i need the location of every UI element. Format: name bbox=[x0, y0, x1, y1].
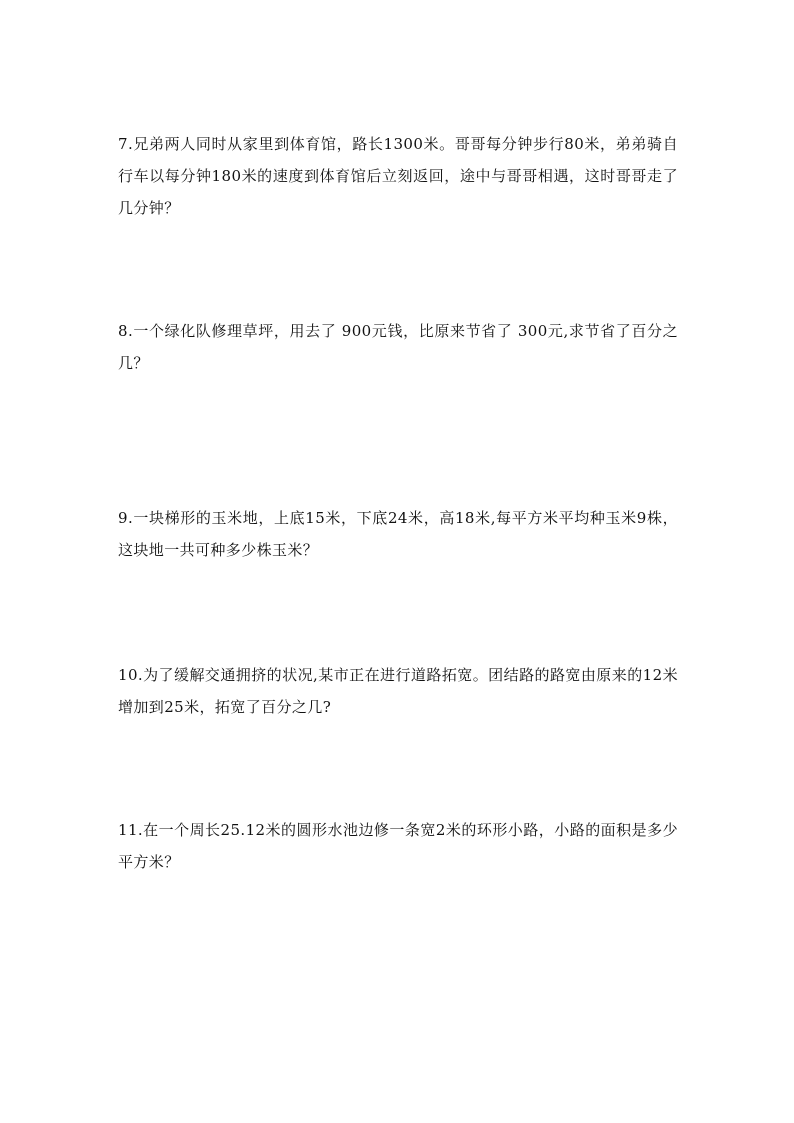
question-11: 11.在一个周长25.12米的圆形水池边修一条宽2米的环形小路，小路的面积是多少平方米？ bbox=[118, 821, 678, 871]
question-7: 7.兄弟两人同时从家里到体育馆，路长1300米。哥哥每分钟步行80米，弟弟骑自行车以每分钟180米的速度到体育馆后立刻返回，途中与哥哥相遇，这时哥哥走了几分钟？ bbox=[118, 135, 678, 217]
question-10: 10.为了缓解交通拥挤的状况,某市正在进行道路拓宽。团结路的路宽由原来的12米增加到25米，拓宽了百分之几? bbox=[118, 666, 678, 716]
question-9: 9.一块梯形的玉米地，上底15米，下底24米，高18米,每平方米平均种玉米9株，这块地一共可种多少株玉米？ bbox=[118, 509, 678, 559]
question-8: 8.一个绿化队修理草坪，用去了 900元钱，比原来节省了 300元,求节省了百分之几？ bbox=[118, 322, 678, 372]
